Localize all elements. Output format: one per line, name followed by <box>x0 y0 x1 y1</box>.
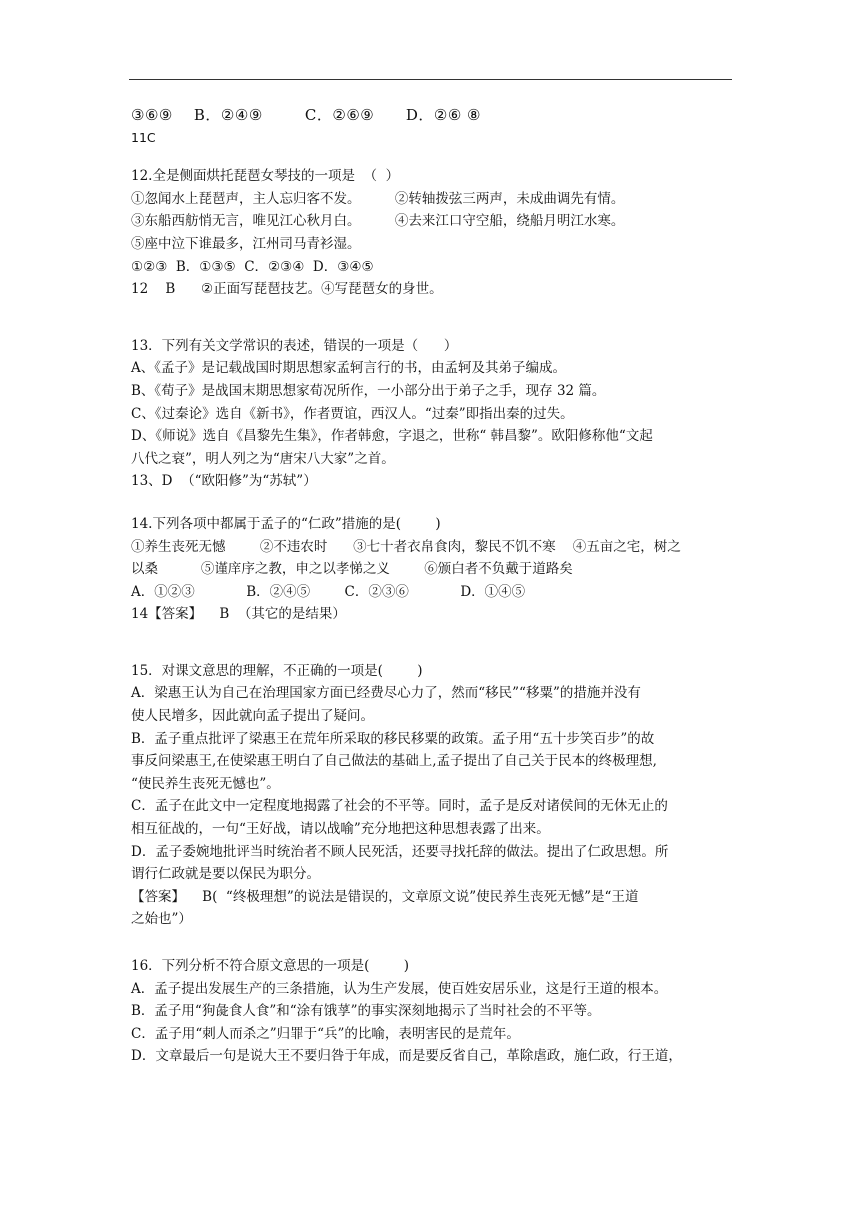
q16-option-c: C．孟子用“刺人而杀之”归罪于“兵”的比喻，表明害民的是荒年。 <box>131 1025 520 1042</box>
q15-option-c-cont: 相互征战的，一句“王好战，请以战喻”充分地把这种思想表露了出来。 <box>131 821 550 838</box>
q12-items-3: ⑤座中泣下谁最多，江州司马青衫湿。 <box>131 235 361 252</box>
q14-answer: 14【答案】 B （其它的是结果） <box>131 606 346 623</box>
q14-items-1: ①养生丧死无憾 ②不违农时 ③七十者衣帛食肉，黎民不饥不寒 ④五亩之宅，树之 <box>131 538 681 555</box>
q16-option-b: B．孟子用“狗彘食人食”和“涂有饿莩”的事实深刻地揭示了当时社会的不平等。 <box>131 1003 601 1020</box>
q14-items-2: 以桑 ⑤谨庠序之教，申之以孝悌之义 ⑥颁白者不负戴于道路矣 <box>131 561 573 578</box>
q15-stem: 15．对课文意思的理解，不正确的一项是( ) <box>131 662 423 679</box>
q15-option-b-cont2: “使民养生丧死无憾也”。 <box>131 775 280 792</box>
q14-options: A．①②③ B．②④⑤ C．②③⑥ D．①④⑤ <box>131 583 526 600</box>
q14-stem: 14.下列各项中都属于孟子的“仁政”措施的是( ) <box>131 515 441 532</box>
q13-stem: 13．下列有关文学常识的表述，错误的一项是（ ） <box>131 337 458 354</box>
q16-option-a: A．孟子提出发展生产的三条措施，认为生产发展，使百姓安居乐业，这是行王道的根本。 <box>131 980 668 997</box>
q15-option-d: D．孟子委婉地批评当时统治者不顾人民死活，还要寻找托辞的做法。提出了仁政思想。所 <box>131 843 669 860</box>
q15-option-a-cont: 使人民增多，因此就向孟子提出了疑问。 <box>131 708 374 725</box>
q10-options: ③⑥⑨ B．②④⑨ C．②⑥⑨ D．②⑥ ⑧ <box>131 106 481 124</box>
q13-option-d-cont: 八代之衰”，明人列之为“唐宋八大家”之首。 <box>131 450 395 467</box>
q15-option-c: C．孟子在此文中一定程度地揭露了社会的不平等。同时，孟子是反对诸侯间的无休无止的 <box>131 798 668 815</box>
q13-option-d: D、《师说》选自《昌黎先生集》，作者韩愈，字退之，世称“ 韩昌黎”。欧阳修称他“文起 <box>131 428 653 445</box>
q16-stem: 16．下列分析不符合原文意思的一项是( ) <box>131 958 410 974</box>
q15-option-b-cont1: 事反问梁惠王,在使梁惠王明白了自己做法的基础上,孟子提出了自己关于民本的终极理想, <box>131 753 657 770</box>
q15-option-d-cont: 谓行仁政就是要以保民为职分。 <box>131 866 320 883</box>
document-body <box>131 104 737 1068</box>
q11-answer: 11C <box>131 129 156 145</box>
q15-option-b: B．孟子重点批评了梁惠王在荒年所采取的移民移粟的政策。孟子用“五十步笑百步”的故 <box>131 730 655 747</box>
q12-stem: 12.全是侧面烘托琵琶女琴技的一项是 （ ） <box>131 168 400 185</box>
q15-option-a: A．梁惠王认为自己在治理国家方面已经费尽心力了，然而“移民”“移粟”的措施并没有 <box>131 685 641 702</box>
q13-answer: 13、D （“欧阳修”为“苏轼”） <box>131 473 317 490</box>
q13-option-a: A、《孟子》是记载战国时期思想家孟轲言行的书，由孟轲及其弟子编成。 <box>131 360 566 377</box>
q12-items-2: ③东船西舫悄无言，唯见江心秋月白。 ④去来江口守空船，绕船月明江水寒。 <box>131 213 625 230</box>
q13-option-b: B、《荀子》是战国末期思想家荀况所作，一小部分出于弟子之手，现存 32 篇。 <box>131 382 606 399</box>
q15-answer-cont: 之始也”） <box>131 911 192 928</box>
q12-answer: 12 B ②正面写琵琶技艺。④写琵琶女的身世。 <box>131 281 443 298</box>
header-rule <box>129 79 732 80</box>
q13-option-c: C、《过秦论》选自《新书》，作者贾谊，西汉人。“过秦”即指出秦的过失。 <box>131 405 574 422</box>
q16-option-d: D．文章最后一句是说大王不要归咎于年成，而是要反省自己，革除虐政，施仁政，行王道， <box>131 1048 682 1065</box>
q12-options: ①②③ B．①③⑤ C．②③④ D．③④⑤ <box>131 258 374 275</box>
q15-answer: 【答案】 B( “终极理想”的说法是错误的，文章原文说”使民养生丧死无憾”是“王道 <box>131 888 639 905</box>
q12-items-1: ①忽闻水上琵琶声，主人忘归客不发。 ②转轴拨弦三两声，未成曲调先有情。 <box>131 190 625 207</box>
